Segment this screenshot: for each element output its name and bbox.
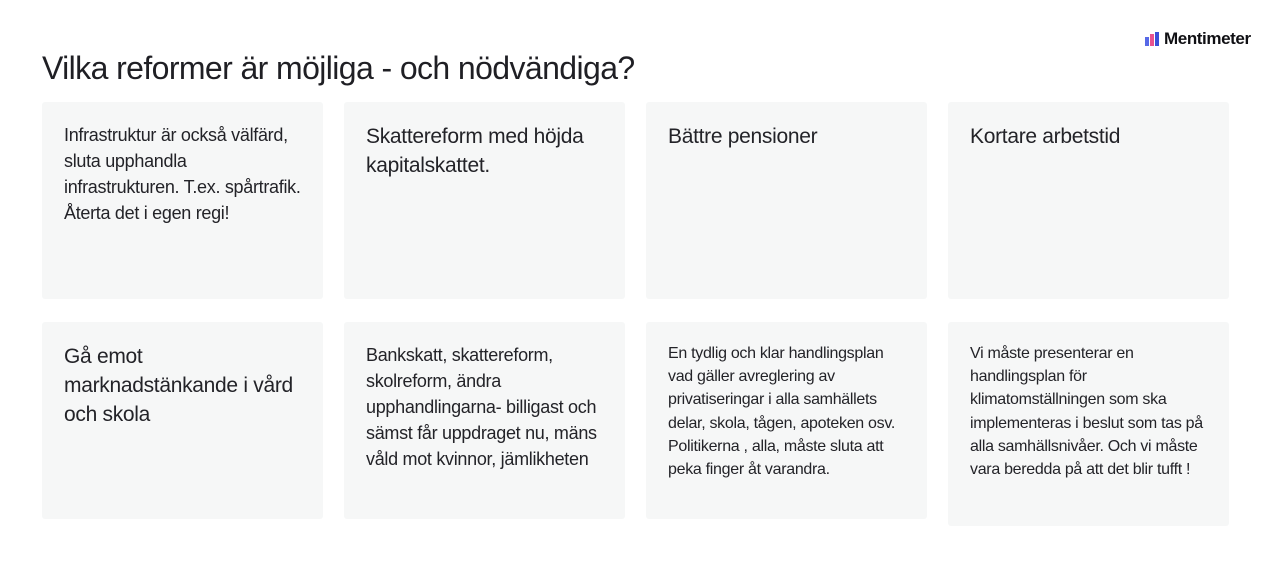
response-text: Gå emot marknadstänkande i vård och skola bbox=[64, 345, 293, 426]
response-card bbox=[646, 102, 927, 299]
response-card bbox=[42, 322, 323, 519]
response-card bbox=[344, 102, 625, 299]
slide-title: Vilka reformer är möjliga - och nödvändiga? bbox=[42, 50, 635, 86]
response-card bbox=[948, 102, 1229, 299]
brand bbox=[1145, 29, 1251, 49]
mentimeter-logo-icon bbox=[1145, 32, 1159, 46]
response-card bbox=[646, 322, 927, 519]
response-card bbox=[42, 102, 323, 299]
response-text: Infrastruktur är också välfärd, sluta upphandla infrastrukturen. T.ex. spårtrafik. Återta det i egen regi! bbox=[64, 125, 301, 223]
brand-name: Mentimeter bbox=[1164, 29, 1251, 48]
response-text: Vi måste presenterar en handlingsplan för klimatomställningen som ska implementeras i beslut som tas på alla samhällsnivåer. Och vi måste vara beredda på att det blir tufft ! bbox=[970, 345, 1203, 479]
response-card bbox=[344, 322, 625, 519]
response-text: Bankskatt, skattereform, skolreform, ändra upphandlingarna- billigast och sämst får uppdraget nu, mäns våld mot kvinnor, jämlikheten bbox=[366, 345, 597, 469]
response-text: Kortare arbetstid bbox=[970, 125, 1121, 148]
response-card bbox=[948, 322, 1229, 526]
response-text: Skattereform med höjda kapitalskattet. bbox=[366, 125, 584, 177]
response-text: Bättre pensioner bbox=[668, 125, 818, 148]
response-text: En tydlig och klar handlingsplan vad gäller avreglering av privatiseringar i alla samhällets delar, skola, tågen, apoteken osv. Politikerna , alla, måste sluta att peka finger åt varandra. bbox=[668, 345, 895, 479]
